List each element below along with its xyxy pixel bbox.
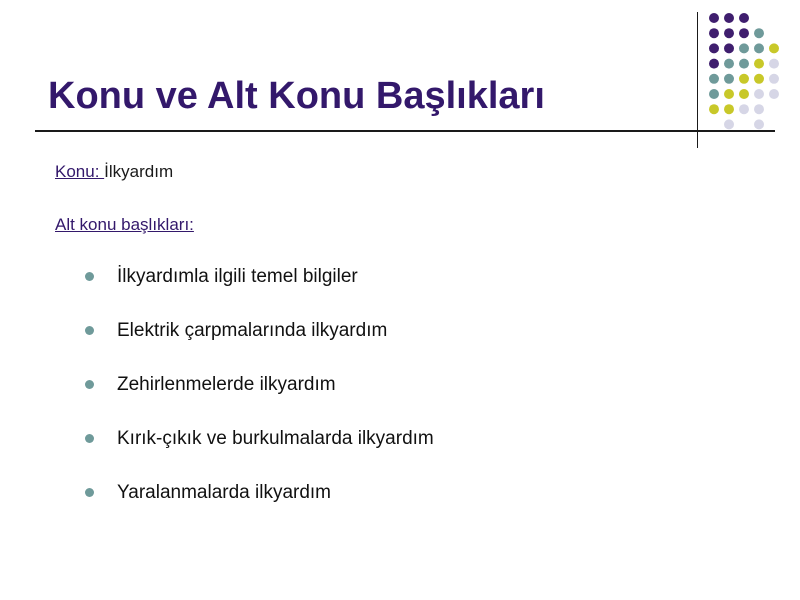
decorative-dot [739, 89, 749, 99]
decorative-dot [754, 104, 764, 114]
horizontal-divider [35, 130, 775, 132]
list-item-text: Zehirlenmelerde ilkyardım [117, 374, 336, 395]
list-item-text: İlkyardımla ilgili temel bilgiler [117, 266, 358, 287]
decorative-dot [739, 104, 749, 114]
topic-value: İlkyardım [104, 162, 174, 181]
decorative-dot [709, 13, 719, 23]
decorative-dot [739, 74, 749, 84]
decorative-dot [754, 43, 764, 53]
decorative-dot [769, 59, 779, 69]
topic-label: Konu: [55, 162, 105, 181]
decorative-dot [724, 28, 734, 38]
bullet-icon [85, 380, 94, 389]
list-item-text: Kırık-çıkık ve burkulmalarda ilkyardım [117, 428, 434, 449]
decorative-dot [724, 59, 734, 69]
bullet-icon [85, 434, 94, 443]
subtopics-line [55, 215, 194, 235]
decorative-dot [709, 28, 719, 38]
decorative-dot [754, 119, 764, 129]
vertical-divider [697, 12, 698, 148]
decorative-dot [709, 74, 719, 84]
decorative-dot [724, 43, 734, 53]
decorative-dot [769, 43, 779, 53]
decorative-dot [769, 74, 779, 84]
decorative-dot [739, 13, 749, 23]
decorative-dot [709, 104, 719, 114]
decorative-dot [724, 89, 734, 99]
subtopics-label: Alt konu başlıkları: [55, 215, 194, 234]
bullet-icon [85, 488, 94, 497]
decorative-dot [754, 74, 764, 84]
decorative-dot [754, 28, 764, 38]
list-item-text: Yaralanmalarda ilkyardım [117, 482, 332, 503]
decorative-dot [739, 28, 749, 38]
decorative-dot [739, 59, 749, 69]
list-item-text: Elektrik çarpmalarında ilkyardım [117, 320, 388, 341]
decorative-dot [724, 104, 734, 114]
decorative-dot-grid [705, 8, 795, 134]
decorative-dot [769, 89, 779, 99]
decorative-dot [709, 59, 719, 69]
bullet-icon [85, 272, 94, 281]
slide-title: Konu ve Alt Konu Başlıkları [48, 75, 545, 117]
decorative-dot [724, 119, 734, 129]
bullet-icon [85, 326, 94, 335]
decorative-dot [709, 89, 719, 99]
decorative-dot [754, 59, 764, 69]
decorative-dot [754, 89, 764, 99]
decorative-dot [724, 13, 734, 23]
decorative-dot [709, 43, 719, 53]
decorative-dot [739, 43, 749, 53]
decorative-dot [724, 74, 734, 84]
topic-line [55, 162, 173, 182]
